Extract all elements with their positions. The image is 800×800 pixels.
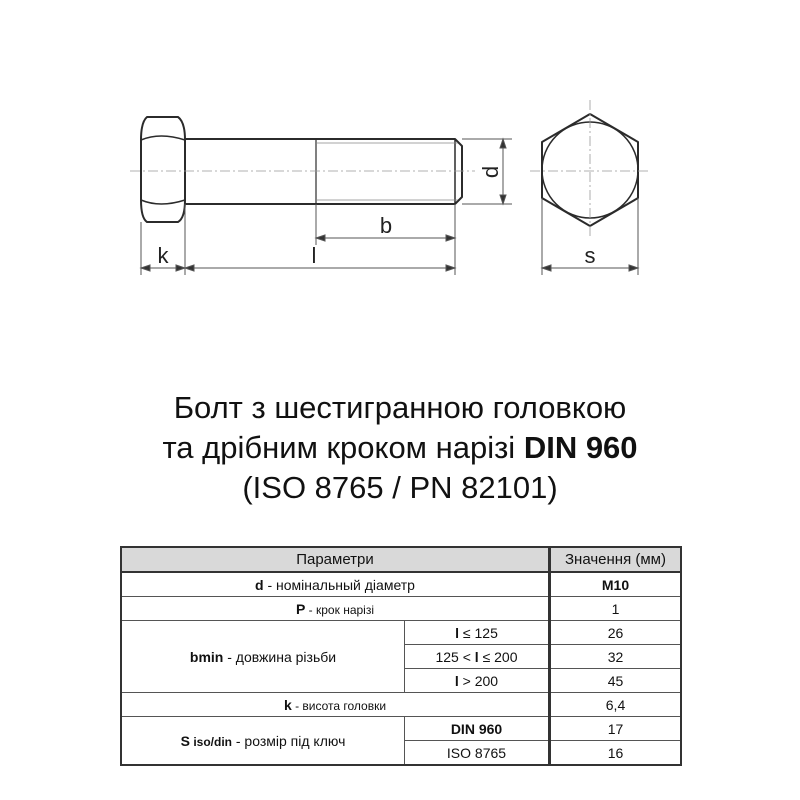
value-s2: 16 — [550, 741, 681, 765]
dim-label-k: k — [157, 243, 169, 268]
header-values: Значення (мм) — [550, 548, 681, 573]
param-d: d - номінальный діаметр — [122, 572, 550, 597]
table-row-k — [122, 693, 681, 717]
title-standard: DIN 960 — [523, 430, 638, 465]
table-row-d — [122, 572, 681, 597]
bolt-head-facet-bottom — [141, 200, 185, 204]
value-k: 6,4 — [550, 693, 681, 717]
param-p: P - крок нарізі — [122, 597, 550, 621]
header-parameters: Параметри — [122, 548, 550, 573]
title-line-2 — [0, 428, 800, 468]
dim-label-b: b — [379, 213, 393, 238]
cond-b1: l ≤ 125 — [405, 621, 550, 645]
cond-b3: l > 200 — [405, 669, 550, 693]
table-row-s1 — [122, 717, 681, 741]
bolt-head-facet-top — [141, 136, 185, 140]
title-line-1: Болт з шестигранною головкою — [173, 390, 627, 425]
dim-label-l: l — [311, 243, 317, 268]
table-row-b1 — [122, 621, 681, 645]
value-b3: 45 — [550, 669, 681, 693]
param-k: k - висота головки — [122, 693, 550, 717]
table-header-row — [122, 548, 681, 573]
bolt-head-outline — [141, 117, 185, 222]
value-b2: 32 — [550, 645, 681, 669]
title-line-2-text: та дрібним кроком нарізі — [162, 430, 524, 465]
value-b1: 26 — [550, 621, 681, 645]
std-s1: DIN 960 — [405, 717, 550, 741]
dim-label-d: d — [478, 165, 503, 179]
title-line-3: (ISO 8765 / PN 82101) — [242, 470, 558, 505]
cond-b2: 125 < l ≤ 200 — [405, 645, 550, 669]
product-title — [0, 388, 800, 508]
std-s2: ISO 8765 — [405, 741, 550, 765]
param-b: bmin - довжина різьби — [122, 621, 405, 693]
value-s1: 17 — [550, 717, 681, 741]
bolt-shank-outline — [185, 139, 462, 204]
bolt-technical-drawing — [0, 0, 800, 360]
param-s: S iso/din - розмір під ключ — [122, 717, 405, 765]
parameters-table — [121, 547, 681, 765]
value-p: 1 — [550, 597, 681, 621]
value-d: M10 — [550, 572, 681, 597]
table-row-p — [122, 597, 681, 621]
dim-label-s: s — [584, 243, 596, 268]
